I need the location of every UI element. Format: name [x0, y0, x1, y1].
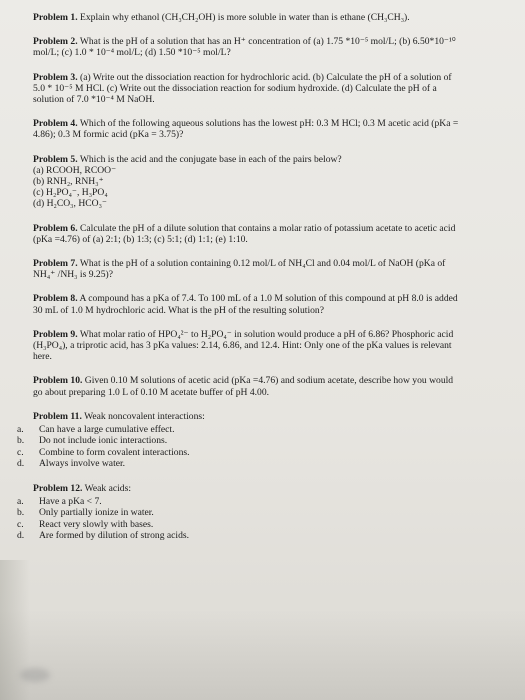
problem-2	[33, 36, 511, 58]
option-letter: a.	[17, 495, 24, 507]
problem-title: Problem 4.	[33, 118, 78, 130]
option-letter: a.	[17, 424, 24, 436]
problem-text: (b) RNH₂, RNH₃⁺	[33, 176, 104, 188]
problem-text: go about preparing 1.0 L of 0.10 M acetate buffer of pH 4.00.	[33, 386, 270, 398]
problem-text: Given 0.10 M solutions of acetic acid (pKa =4.76) and sodium acetate, describe how you would	[84, 375, 454, 387]
problem-text: What is the pH of a solution that has an H⁺ concentration of (a) 1.75 *10⁻⁵ mol/L; (b) 6.50*10⁻¹⁰	[79, 36, 456, 48]
list-item	[17, 495, 511, 507]
option-text: React very slowly with bases.	[39, 518, 154, 530]
problem-title: Problem 8.	[33, 293, 78, 305]
list-item	[17, 424, 511, 436]
problem-5	[33, 154, 511, 210]
problem-text: (a) Write out the dissociation reaction for hydrochloric acid. (b) Calculate the pH of a solution of	[80, 71, 452, 83]
problem-text: (pKa =4.76) of (a) 2:1; (b) 1:3; (c) 5:1; (d) 1:1; (e) 1:10.	[33, 233, 248, 245]
option-text: Only partially ionize in water.	[39, 507, 154, 519]
problem-title: Problem 2.	[33, 36, 78, 48]
options-list	[17, 424, 511, 470]
smudge-mark	[20, 668, 50, 682]
problem-6	[33, 223, 511, 245]
problem-text: NH₄⁺ /NH₃ is 9.25)?	[33, 269, 113, 281]
list-item	[17, 518, 511, 530]
problem-text: here.	[33, 351, 52, 363]
problem-3	[33, 72, 511, 106]
problem-7	[33, 258, 511, 280]
problem-text: Calculate the pH of a dilute solution that contains a molar ratio of potassium acetate to acetic acid	[80, 222, 456, 234]
problem-title: Problem 9.	[33, 328, 78, 340]
option-text: Are formed by dilution of strong acids.	[39, 530, 190, 542]
problem-text: 4.86); 0.3 M formic acid (pKa = 3.75)?	[33, 129, 184, 141]
problem-4	[33, 118, 511, 140]
problem-text: Weak noncovalent interactions:	[84, 410, 205, 422]
option-letter: b.	[17, 507, 25, 519]
problem-text: (c) H₂PO₄⁻, H₃PO₄	[33, 187, 108, 199]
option-letter: b.	[17, 435, 25, 447]
problem-title: Problem 3.	[33, 71, 78, 83]
problem-text: What molar ratio of HPO₄²⁻ to H₂PO₄⁻ in solution would produce a pH of 6.86? Phosphoric acid	[79, 328, 454, 340]
option-text: Have a pKa < 7.	[39, 495, 102, 507]
problem-text: mol/L; (c) 1.0 * 10⁻⁴ mol/L; (d) 1.50 *10⁻⁵ mol/L?	[33, 47, 231, 59]
problem-11	[17, 410, 511, 470]
problem-title: Problem 5.	[33, 153, 78, 165]
problem-10	[33, 375, 511, 397]
list-item	[17, 435, 511, 447]
option-text: Always involve water.	[39, 458, 126, 470]
option-letter: c.	[17, 446, 24, 458]
option-letter: c.	[17, 518, 24, 530]
problem-text: 30 mL of 1.0 M hydrochloric acid. What is the pH of the resulting solution?	[33, 304, 324, 316]
problem-text: (a) RCOOH, RCOO⁻	[33, 164, 117, 176]
option-text: Can have a large cumulative effect.	[39, 424, 175, 436]
list-item	[17, 530, 511, 542]
problem-text: Which is the acid and the conjugate base in each of the pairs below?	[79, 153, 342, 165]
list-item	[17, 458, 511, 470]
problem-text: A compound has a pKa of 7.4. To 100 mL of a 1.0 M solution of this compound at pH 8.0 is added	[79, 293, 458, 305]
problem-title: Problem 11.	[33, 410, 82, 422]
problem-1	[33, 12, 511, 23]
options-list	[17, 495, 511, 542]
problem-text: Which of the following aqueous solutions has the lowest pH: 0.3 M HCl; 0.3 M acetic acid (pKa =	[79, 118, 459, 130]
list-item	[17, 507, 511, 519]
problem-title: Problem 12.	[33, 482, 83, 494]
problem-title: Problem 6.	[33, 222, 78, 234]
problem-8	[33, 293, 511, 315]
list-item	[17, 446, 511, 458]
option-text: Combine to form covalent interactions.	[39, 446, 190, 458]
problem-9	[33, 329, 511, 363]
problem-title: Problem 10.	[33, 375, 83, 387]
option-letter: d.	[17, 458, 25, 470]
problem-text: (H₃PO₄), a triprotic acid, has 3 pKa values: 2.14, 6.86, and 12.4. Hint: Only one of the pKa values is relevant	[33, 340, 452, 352]
problem-title: Problem 7.	[33, 258, 78, 270]
problem-text: 5.0 * 10⁻⁵ M HCl. (c) Write out the dissociation reaction for sodium hydroxide. (d) Calculate the pH of a	[33, 82, 437, 94]
problem-text: Explain why ethanol (CH₃CH₂OH) is more soluble in water than is ethane (CH₃CH₃).	[80, 12, 410, 23]
problem-12	[17, 482, 511, 542]
problem-title: Problem 1.	[33, 12, 78, 23]
problem-text: Weak acids:	[84, 482, 132, 494]
photo-shadow	[0, 610, 525, 700]
problem-text: solution of 7.0 *10⁻⁴ M NaOH.	[33, 94, 155, 106]
problem-text: What is the pH of a solution containing 0.12 mol/L of NH₄Cl and 0.04 mol/L of NaOH (pKa of	[79, 258, 446, 270]
problem-text: (d) H₂CO₃, HCO₃⁻	[33, 198, 107, 210]
option-letter: d.	[17, 530, 25, 542]
option-text: Do not include ionic interactions.	[39, 435, 168, 447]
